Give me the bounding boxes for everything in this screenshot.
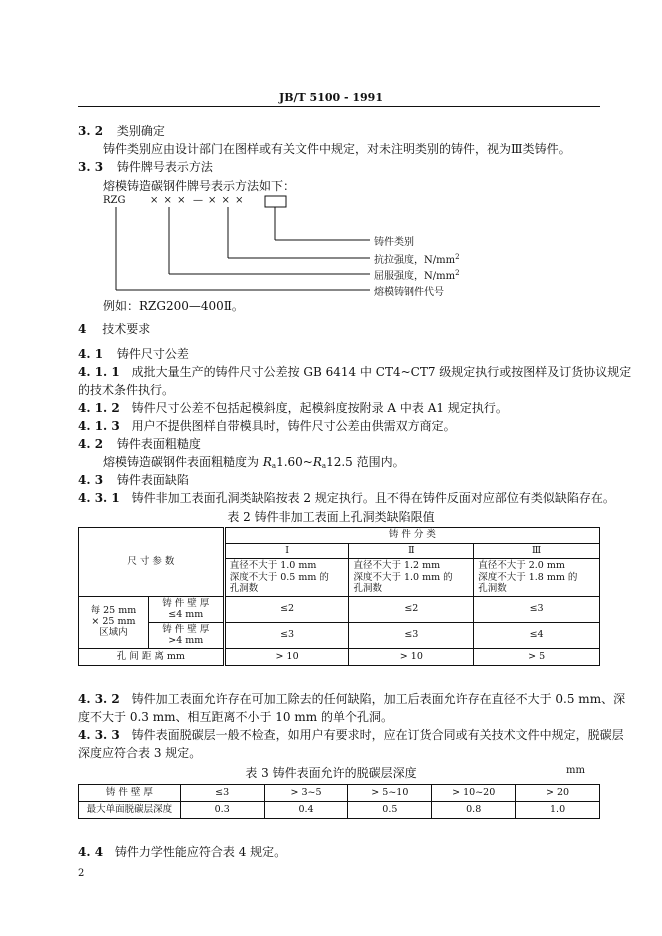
table-cell: 1.0 bbox=[516, 802, 600, 819]
code-class-box bbox=[265, 196, 286, 207]
section-number: 4. 3 bbox=[78, 473, 104, 487]
section-4-1-heading bbox=[78, 345, 189, 362]
table-cell: ≤2 bbox=[224, 597, 349, 623]
label-line: ≤4 mm bbox=[168, 608, 204, 620]
desc-line: 深度不大于 1.8 mm 的 bbox=[478, 571, 578, 583]
desc-line: 深度不大于 0.5 mm 的 bbox=[229, 571, 329, 583]
section-4-3-2-line2: 度不大于 0.3 mm、相互距离不小于 10 mm 的单个孔洞。 bbox=[78, 710, 393, 724]
section-title: 技术要求 bbox=[102, 322, 151, 336]
section-4-1-1-line2: 的技术条件执行。 bbox=[78, 383, 175, 397]
section-number: 4. 1 bbox=[78, 347, 104, 361]
table-3-caption: 表 3 铸件表面允许的脱碳层深度 bbox=[245, 766, 417, 780]
page-header-title: JB/T 5100 - 1991 bbox=[279, 91, 383, 104]
class-name: Ⅲ bbox=[474, 544, 600, 559]
paragraph-text: 铸件尺寸公差不包括起模斜度，起模斜度按附录 A 中表 A1 规定执行。 bbox=[131, 401, 508, 415]
code-dash: — bbox=[193, 195, 203, 206]
legend-yield bbox=[374, 267, 460, 282]
section-title: 铸件尺寸公差 bbox=[116, 347, 189, 361]
class-description bbox=[349, 559, 474, 597]
table-cell: 0.5 bbox=[348, 802, 432, 819]
class-name: Ⅱ bbox=[349, 544, 474, 559]
section-4-4 bbox=[78, 843, 286, 860]
wall-thickness-label bbox=[148, 623, 224, 649]
section-4-3-1 bbox=[78, 489, 615, 506]
section-4-1-1-line1 bbox=[78, 363, 631, 380]
section-number: 4. 3. 1 bbox=[78, 491, 120, 505]
section-number: 4. 2 bbox=[78, 437, 104, 451]
table-cell: ≤4 bbox=[474, 623, 600, 649]
category-header: 铸 件 分 类 bbox=[224, 528, 599, 544]
section-4-1-2 bbox=[78, 399, 508, 416]
code-group-1: × × × bbox=[150, 195, 187, 206]
ra-symbol: R bbox=[262, 455, 272, 469]
param-header: 尺 寸 参 数 bbox=[79, 528, 225, 597]
class-name: Ⅰ bbox=[224, 544, 349, 559]
table-2-caption: 表 2 铸件非加工表面上孔洞类缺陷限值 bbox=[227, 510, 435, 524]
section-3-3-intro: 熔模铸造碳钢件牌号表示方法如下： bbox=[103, 179, 296, 193]
paragraph-text: 用户不提供图样自带模具时，铸件尺寸公差由供需双方商定。 bbox=[131, 419, 456, 433]
legend-tensile bbox=[374, 251, 460, 266]
paragraph-text: 铸件加工表面允许存在可加工除去的任何缺陷，加工后表面允许存在直径不大于 0.5 mm、深 bbox=[131, 692, 626, 706]
desc-line: 孔洞数 bbox=[229, 583, 259, 595]
ra-range: 1.60~ bbox=[276, 455, 313, 469]
legend-yield-text: 屈服强度，N/mm bbox=[374, 271, 456, 282]
class-description bbox=[474, 559, 600, 597]
ra-sub: a bbox=[271, 462, 277, 470]
wall-thickness-label bbox=[148, 597, 224, 623]
label-line: 铸 件 壁 厚 bbox=[162, 597, 210, 609]
section-number: 4. 3. 2 bbox=[78, 692, 120, 706]
table-3 bbox=[78, 784, 600, 819]
table-cell: ≤3 bbox=[224, 623, 349, 649]
section-4-3-3-line2: 深度应符合表 3 规定。 bbox=[78, 746, 202, 760]
section-number: 3. 3 bbox=[78, 160, 104, 174]
table-cell: 0.3 bbox=[180, 802, 264, 819]
legend-code: 熔模铸钢件代号 bbox=[374, 287, 444, 298]
code-group-2: × × × bbox=[208, 195, 245, 206]
section-4-2-body bbox=[103, 453, 405, 470]
desc-line: 直径不大于 1.2 mm bbox=[353, 560, 441, 572]
wall-thickness-header: 铸 件 壁 厚 bbox=[79, 785, 181, 802]
legend-tensile-sup: 2 bbox=[455, 253, 460, 261]
section-title: 铸件牌号表示方法 bbox=[116, 160, 213, 174]
legend-tensile-text: 抗拉强度，N/mm bbox=[374, 255, 456, 266]
section-4-1-3 bbox=[78, 417, 456, 434]
paragraph-text: 铸件表面脱碳层一般不检查，如用户有要求时，应在订货合同或有关技术文件中规定，脱碳层 bbox=[131, 728, 624, 742]
region-line: × 25 mm bbox=[91, 616, 136, 628]
section-4-3-3-line1 bbox=[78, 726, 624, 743]
paragraph-text: 铸件力学性能应符合表 4 规定。 bbox=[114, 845, 287, 859]
table-cell: ≤3 bbox=[474, 597, 600, 623]
section-number: 3. 2 bbox=[78, 124, 104, 138]
table-header-cell: > 10~20 bbox=[432, 785, 516, 802]
desc-line: 深度不大于 1.0 mm 的 bbox=[353, 571, 453, 583]
page-number: 2 bbox=[78, 868, 85, 879]
table-cell: ≤3 bbox=[349, 623, 474, 649]
section-number: 4. 1. 2 bbox=[78, 401, 120, 415]
region-line: 每 25 mm bbox=[90, 605, 137, 617]
table-cell: ≤2 bbox=[349, 597, 474, 623]
desc-line: 孔洞数 bbox=[353, 583, 382, 595]
hole-spacing-label: 孔 间 距 离 mm bbox=[79, 649, 225, 666]
section-3-2-body: 铸件类别应由设计部门在图样或有关文件中规定，对未注明类别的铸件，视为Ⅲ类铸件。 bbox=[103, 142, 571, 156]
paragraph-text: 熔模铸造碳钢件表面粗糙度为 bbox=[103, 455, 263, 469]
legend-category: 铸件类别 bbox=[374, 237, 414, 248]
table-cell: 0.8 bbox=[432, 802, 516, 819]
region-label bbox=[79, 597, 149, 649]
section-4-3-heading bbox=[78, 471, 189, 488]
legend-yield-sup: 2 bbox=[455, 269, 460, 277]
table-cell: > 10 bbox=[349, 649, 474, 666]
region-line: 区域内 bbox=[99, 626, 128, 638]
table-header-cell: > 3~5 bbox=[264, 785, 348, 802]
code-prefix: RZG bbox=[103, 195, 126, 206]
decarb-depth-label: 最大单面脱碳层深度 bbox=[79, 802, 181, 819]
section-number: 4 bbox=[78, 322, 87, 336]
desc-line: 孔洞数 bbox=[478, 583, 507, 595]
section-number: 4. 3. 3 bbox=[78, 728, 120, 742]
table-cell: 0.4 bbox=[264, 802, 348, 819]
table-cell: > 5 bbox=[474, 649, 600, 666]
paragraph-text: 12.5 范围内。 bbox=[326, 455, 405, 469]
section-title: 铸件表面粗糙度 bbox=[116, 437, 201, 451]
table-cell: > 10 bbox=[224, 649, 349, 666]
desc-line: 直径不大于 1.0 mm bbox=[229, 560, 317, 572]
section-4-3-2-line1 bbox=[78, 690, 625, 707]
paragraph-text: 成批大量生产的铸件尺寸公差按 GB 6414 中 CT4~CT7 级规定执行或按图样及订货协议规定 bbox=[131, 365, 632, 379]
label-line: >4 mm bbox=[168, 634, 204, 646]
code-example: 例如：RZG200—400Ⅱ。 bbox=[103, 299, 244, 313]
section-number: 4. 4 bbox=[78, 845, 104, 859]
paragraph-text: 铸件非加工表面孔洞类缺陷按表 2 规定执行。且不得在铸件反面对应部位有类似缺陷存在。 bbox=[131, 491, 615, 505]
class-description bbox=[224, 559, 349, 597]
desc-line: 直径不大于 2.0 mm bbox=[478, 560, 565, 572]
table-3-unit: mm bbox=[566, 765, 585, 776]
section-number: 4. 1. 1 bbox=[78, 365, 120, 379]
section-4-2-heading bbox=[78, 435, 201, 452]
ra-symbol: R bbox=[312, 455, 322, 469]
section-4-heading bbox=[78, 320, 150, 337]
table-header-cell: > 5~10 bbox=[348, 785, 432, 802]
table-header-cell: ≤3 bbox=[180, 785, 264, 802]
section-title: 铸件表面缺陷 bbox=[116, 473, 189, 487]
label-line: 铸 件 壁 厚 bbox=[162, 623, 210, 635]
table-header-cell: > 20 bbox=[516, 785, 600, 802]
ra-sub: a bbox=[321, 462, 327, 470]
table-2 bbox=[78, 527, 600, 666]
section-title: 类别确定 bbox=[116, 124, 165, 138]
section-number: 4. 1. 3 bbox=[78, 419, 120, 433]
